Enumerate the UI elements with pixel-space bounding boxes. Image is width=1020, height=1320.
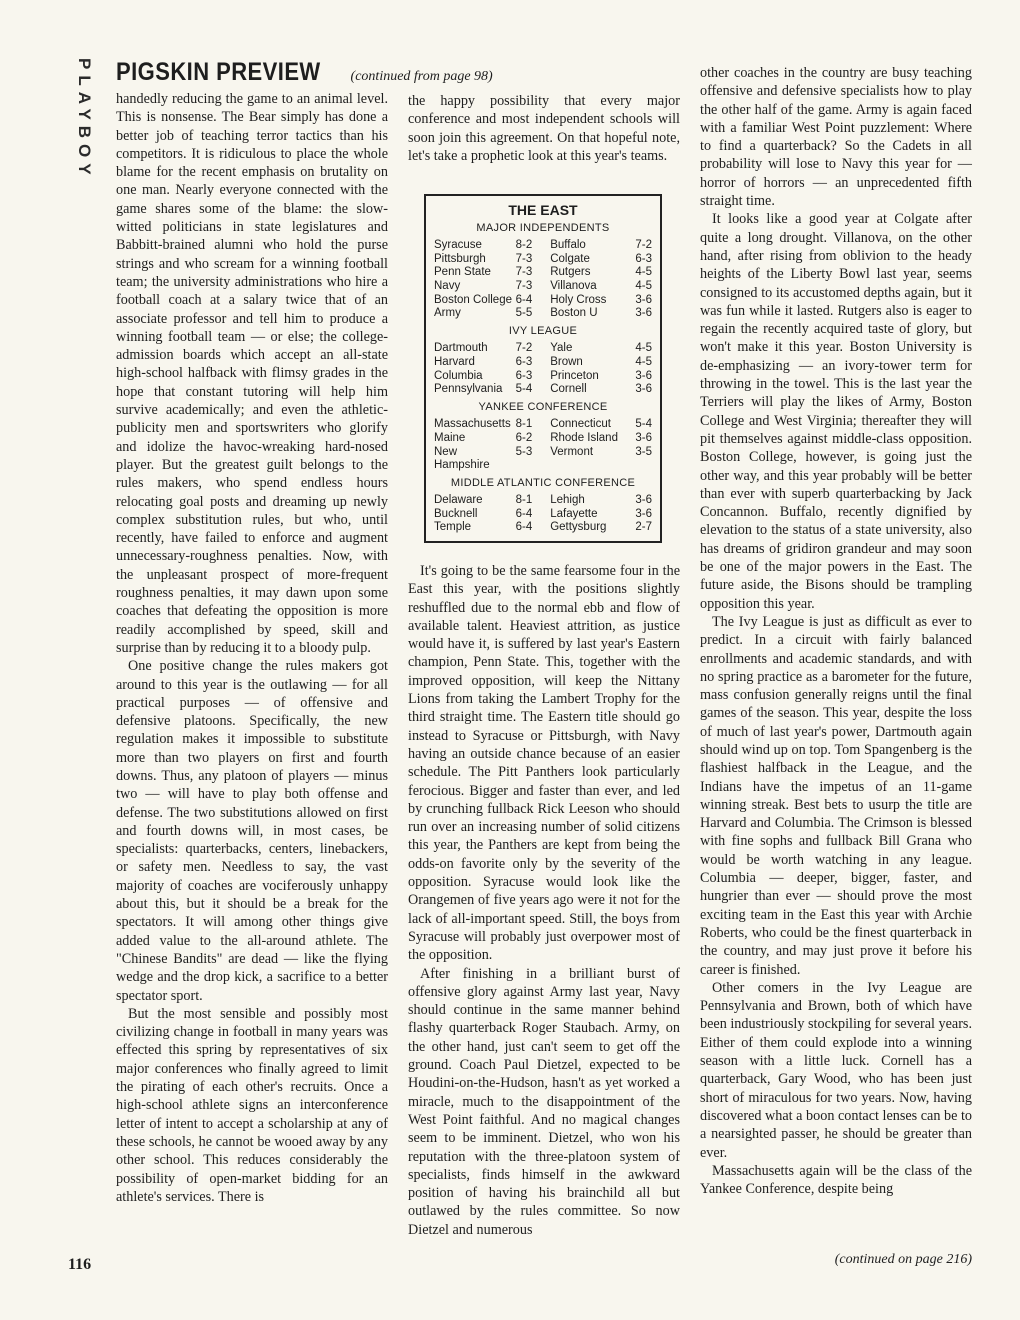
team-name: Temple: [434, 521, 472, 534]
team-record: 6-3: [515, 355, 533, 368]
team-name: Army: [434, 307, 461, 320]
team-name: Harvard: [434, 355, 475, 368]
team-name: Syracuse: [434, 239, 482, 252]
team-record: 3-6: [635, 494, 652, 507]
standings-row: [434, 294, 652, 308]
paragraph: Other comers in the Ivy League are Pennsylvania and Brown, both of which have been industriously stockpiling for several years. Either of them could explode into a winning season with a little luck. Cornell has a quarterback, Gary Wood, who has been just short of miraculous for two years. Now, having discovered what a boon contact lenses can be to a nearsighted passer, he should be greater than ever.: [700, 979, 972, 1161]
team-record: 6-3: [635, 252, 652, 265]
paragraph: handedly reducing the game to an animal level. This is nonsense. The Bear simply has done a better job of teaching terror tactics than his competitors. It is ridiculous to place the whole blame for the recent emphasis on brutality on one man. Nearly everyone connected with the game shares some of the blame: the slow-witted politicians in state legislatures and Babbitt-brained alumni who hold the purse strings and who scream for a winning football team; the university administrations who hire a football coach at a salary twice that of an associate professor and tell him to produce a winning football team — or else; the college-admission boards which accept an all-state high-school halfback with flimsy grades in the hope that constant tutoring will help him survive academically; and even the athletic-publicity men and sportswriters who glorify and idolize the havoc-wreaking hard-nosed player. But the greatest guilt belongs to the rules makers, who spend endless hours relocating goal posts and dreaming up newly complex substitution rules, but who, until recently, have failed to enforce and augment unnecessary-roughness penalties. Now, with the unpleasant prospect of more-frequent roughness penalties, it may dawn upon some coaches that defeating the opposition is more readily accomplished by speed, skill and surprise than by reducing it to a bloody pulp.: [116, 91, 388, 656]
team-name: Cornell: [550, 383, 587, 396]
standings-title: THE EAST: [508, 202, 578, 218]
team-name: Holy Cross: [550, 293, 607, 306]
team-name: Boston College: [434, 293, 512, 306]
team-name: Rutgers: [550, 266, 591, 279]
standings-row: [434, 383, 652, 397]
team-record: 4-5: [635, 355, 652, 368]
team-record: 3-6: [635, 293, 652, 306]
team-name: Villanova: [550, 279, 597, 292]
team-name: Gettysburg: [550, 521, 607, 534]
standings-row: [434, 508, 652, 522]
team-name: Rhode Island: [550, 431, 618, 444]
team-record: 5-5: [515, 307, 533, 320]
standings-row: [434, 432, 652, 446]
team-record: 3-5: [635, 445, 652, 458]
team-record: 6-2: [515, 431, 533, 444]
team-record: 2-7: [635, 521, 652, 534]
paragraph: One positive change the rules makers got around to this year is the outlawing — for all practical purposes — of offensive and defensive platoons. Specifically, the new regulation makes it impossible to substitute more than two players on first and fourth downs. Thus, any platoon of players — minus two — will have to play both offense and defense. The two substitutions allowed on first and fourth downs will, in most cases, be specialists: quarterbacks, centers, linebackers, or safety men. Needless to say, the vast majority of coaches are vociferously unhappy about this, but it should be a break for the spectators. It will among other things give added value to the all-around athlete. The "Chinese Bandits" are dead — like the flying wedge and the drop kick, a sacrifice to a better spectator sport.: [116, 658, 388, 1004]
standings-row: [434, 370, 652, 384]
team-name: Pittsburgh: [434, 252, 486, 265]
standings-row: [434, 280, 652, 294]
paragraph: It looks like a good year at Colgate after quite a long drought. Villanova, on the other hand, after rising from oblivion to the heady heights of the Liberty Bowl last year, seems consigned to its accustomed depths again, but it was fun while it lasted. Rutgers also is eager to regain the recently acquired taste of glory, but won't make it this year. Boston University is de-emphasizing — an ivory-tower term for throwing in the towel. This is the last year the Terriers will play the likes of Army, Boston College and West Virginia; thereafter they will pit themselves against middle-class opposition. Boston College, however, is going just the other way, and this year probably will be better than ever with superb quarterbacking by Jack Concannon. Buffalo, recently dignified by elevation to the status of a state university, also has dreams of gridiron grandeur and may soon be one of the major powers in the East. The future aside, the Bisons should be trampling opposition this year.: [700, 211, 972, 612]
team-record: 6-4: [515, 521, 533, 534]
team-record: 8-1: [515, 494, 533, 507]
text-column-3: [700, 64, 972, 1198]
team-record: 7-3: [515, 252, 533, 265]
team-name: Lafayette: [550, 507, 598, 520]
team-record: 6-4: [515, 507, 533, 520]
team-record: 6-3: [515, 369, 533, 382]
team-name: Connecticut: [550, 418, 611, 431]
team-name: Delaware: [434, 494, 483, 507]
page-number: 116: [68, 1256, 92, 1273]
standings-row: [434, 307, 652, 321]
paragraph: The Ivy League is just as difficult as ever to predict. In a circuit with fairly balanced enrollments and academic standards, and with no spring practice as a barometer for the future, mass confusion generally reigns until the final games of the season. This year, despite the loss of much of last year's power, Dartmouth again should wind up on top. Tom Spangenberg is the flashiest halfback in the League, and the Indians have the impetus of an 11-game winning streak. Best bets to usurp the title are Harvard and Columbia. The Crimson is blessed with fine sophs and fullback Bill Grana who would be worth watching in any league. Columbia — deeper, bigger, faster, and hungrier than ever — should prove the most exciting team in the East this year with Archie Roberts, who could be the finest quarterback in the country, and may just prove it before his career is finished.: [700, 613, 972, 978]
standings-row: [434, 418, 652, 432]
team-record: 4-5: [635, 266, 652, 279]
standings-table: [424, 194, 662, 543]
text-column-2-bottom: [408, 562, 680, 1239]
article-header: [116, 58, 493, 87]
standings-row: [434, 446, 652, 473]
paragraph: After finishing in a brilliant burst of offensive glory against Army last year, Navy should continue in the same manner behind flashy quarterback Roger Staubach. Army, on the other hand, just can't seem to get off the ground. Coach Paul Dietzel, expected to be Houdini-on-the-Hudson, hasn't as yet worked a miracle, much to the disappointment of the West Point faithful. And no magical changes seem to be imminent. Dietzel, who won his reputation with the three-platoon system of specialists, finds himself in the awkward position of having his brainchild all but outlawed by the rules committee. So now Dietzel and numerous: [408, 965, 680, 1238]
team-record: 4-5: [635, 342, 652, 355]
team-record: 5-4: [635, 418, 652, 431]
team-record: 3-6: [635, 431, 652, 444]
standings-row: [434, 356, 652, 370]
paragraph: But the most sensible and possibly most civilizing change in football in many years was effected this spring by representatives of six major conferences who finally agreed to limit the pirating of each other's recruits. Once a high-school athlete signs an interconference letter of intent to accept a scholarship at any of these schools, he cannot be wooed away by any other school. This reduces considerably the possibility of open-market bidding for an athlete's services. There is: [116, 1005, 388, 1205]
paragraph: It's going to be the same fearsome four in the East this year, with the positions slightly reshuffled due to the normal ebb and flow of available talent. Heaviest attrition, as justice would have it, is suffered by last year's Eastern champion, Penn State. This, together with the improved opposition, will keep the Nittany Lions from taking the Lambert Trophy for the third straight time. The Eastern title should go instead to Syracuse or Pittsburgh, with Navy having an outside chance because of an easier schedule. The Pitt Panthers look particularly ferocious. Bigger and faster than ever, and led by crunching fullback Rick Leeson who should run over an increasing number of solid citizens this year, the Panthers are kept from being the odds-on favorite only by the severity of the opposition. Syracuse would look like the Orangemen of five years ago were it not for the lack of all-important speed. Still, the boys from Syracuse will probably just overpower most of the opposition.: [408, 563, 680, 964]
team-name: Massachusetts: [434, 418, 511, 431]
team-record: 8-1: [515, 418, 533, 431]
team-record: 4-5: [635, 279, 652, 292]
team-record: 5-3: [515, 445, 533, 458]
conference-heading: YANKEE CONFERENCE: [478, 400, 608, 413]
conference-heading: IVY LEAGUE: [508, 324, 578, 337]
standings-row: [434, 239, 652, 253]
team-record: 3-6: [635, 307, 652, 320]
team-name: Buffalo: [550, 239, 586, 252]
paragraph: the happy possibility that every major conference and most independent schools will soon join this agreement. On that hopeful note, let's take a prophetic look at this year's teams.: [408, 93, 680, 164]
paragraph: Massachusetts again will be the class of the Yankee Conference, despite being: [700, 1162, 972, 1198]
team-record: 3-6: [635, 507, 652, 520]
team-record: 6-4: [515, 293, 533, 306]
team-name: New Hampshire: [434, 445, 490, 472]
team-name: Yale: [550, 342, 573, 355]
standings-body: [434, 222, 652, 535]
paragraph: other coaches in the country are busy teaching offensive and defensive specialists how to play the other half of the game. Army is again faced with a familiar West Point puzzlement: Where to find a quarterback? So the Cadets in all probability will lose to Navy this year for — horror of horrors — an unprecedented fifth straight time.: [700, 65, 972, 210]
team-record: 5-4: [515, 383, 533, 396]
article-title: PIGSKIN PREVIEW: [116, 58, 321, 86]
magazine-brand: PLAYBOY: [75, 58, 94, 181]
standings-row: [434, 253, 652, 267]
team-record: 3-6: [635, 383, 652, 396]
team-name: Colgate: [550, 252, 590, 265]
standings-row: [434, 342, 652, 356]
team-name: Brown: [550, 355, 583, 368]
standings-row: [434, 494, 652, 508]
team-record: 7-3: [515, 279, 533, 292]
standings-row: [434, 266, 652, 280]
team-name: Boston U: [550, 307, 598, 320]
team-record: 7-2: [635, 239, 652, 252]
team-name: Columbia: [434, 369, 483, 382]
team-name: Bucknell: [434, 507, 478, 520]
team-name: Penn State: [434, 266, 491, 279]
text-column-2-top: [408, 92, 680, 165]
team-record: 3-6: [635, 369, 652, 382]
team-name: Vermont: [550, 445, 594, 458]
conference-heading: MIDDLE ATLANTIC CONFERENCE: [450, 476, 636, 489]
team-name: Princeton: [550, 369, 599, 382]
team-name: Dartmouth: [434, 342, 488, 355]
team-name: Pennsylvania: [434, 383, 503, 396]
team-record: 7-2: [515, 342, 533, 355]
team-record: 7-3: [515, 266, 533, 279]
standings-row: [434, 521, 652, 535]
conference-heading: MAJOR INDEPENDENTS: [476, 221, 610, 234]
continued-from-note: (continued from page 98): [350, 69, 493, 84]
team-name: Maine: [434, 431, 466, 444]
continued-on-note: (continued on page 216): [834, 1252, 972, 1267]
text-column-1: [116, 90, 388, 1206]
team-record: 8-2: [515, 239, 533, 252]
team-name: Navy: [434, 279, 461, 292]
team-name: Lehigh: [550, 494, 585, 507]
